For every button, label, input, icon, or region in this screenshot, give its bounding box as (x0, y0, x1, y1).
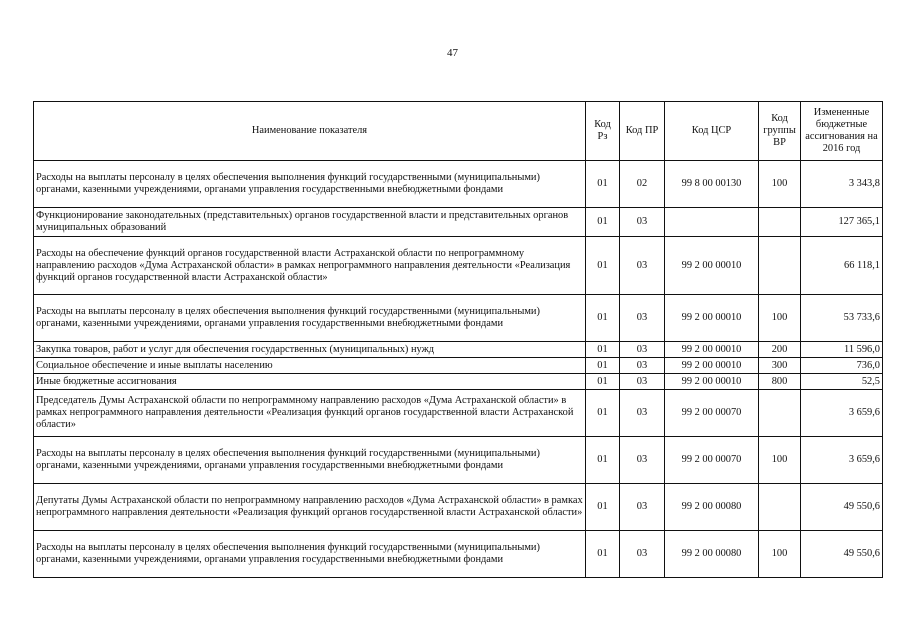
cell-rz: 01 (586, 374, 620, 390)
cell-name: Расходы на обеспечение функций органов государственной власти Астраханской области по непрограммному направлению расходов «Дума Астраханской области» в рамках непрограммного направления деятельности «Реализация функций органов государственной власти Астраханской области» (34, 237, 586, 295)
table-row (34, 374, 883, 390)
cell-rz: 01 (586, 208, 620, 237)
table-row (34, 390, 883, 437)
cell-rz: 01 (586, 342, 620, 358)
cell-name: Депутаты Думы Астраханской области по непрограммному направлению расходов «Дума Астраханской области» в рамках непрограммного направления деятельности «Реализация функций органов государственной власти Астраханской области» (34, 484, 586, 531)
cell-name: Председатель Думы Астраханской области по непрограммному направлению расходов «Дума Астраханской области» в рамках непрограммного направления деятельности «Реализация функций органов государственной власти Астраханской области» (34, 390, 586, 437)
cell-name: Функционирование законодательных (представительных) органов государственной власти и представительных органов муниципальных образований (34, 208, 586, 237)
cell-amount: 127 365,1 (801, 208, 883, 237)
cell-csr: 99 8 00 00130 (665, 161, 759, 208)
cell-amount: 3 659,6 (801, 390, 883, 437)
header-amount: Измененные бюджетные ассигнования на 2016 год (801, 102, 883, 161)
budget-table (33, 101, 883, 578)
header-vr: Код группы ВР (759, 102, 801, 161)
header-pr: Код ПР (620, 102, 665, 161)
cell-rz: 01 (586, 437, 620, 484)
cell-csr: 99 2 00 00010 (665, 295, 759, 342)
cell-pr: 02 (620, 161, 665, 208)
cell-rz: 01 (586, 237, 620, 295)
table-row (34, 531, 883, 578)
cell-csr (665, 208, 759, 237)
cell-amount: 49 550,6 (801, 531, 883, 578)
cell-vr: 100 (759, 161, 801, 208)
header-name: Наименование показателя (34, 102, 586, 161)
cell-vr: 100 (759, 531, 801, 578)
cell-vr (759, 484, 801, 531)
cell-amount: 3 659,6 (801, 437, 883, 484)
table-row (34, 295, 883, 342)
cell-csr: 99 2 00 00070 (665, 437, 759, 484)
cell-pr: 03 (620, 237, 665, 295)
cell-csr: 99 2 00 00080 (665, 484, 759, 531)
table-row (34, 208, 883, 237)
cell-vr: 200 (759, 342, 801, 358)
table-row (34, 161, 883, 208)
cell-pr: 03 (620, 358, 665, 374)
cell-pr: 03 (620, 437, 665, 484)
cell-pr: 03 (620, 295, 665, 342)
cell-amount: 53 733,6 (801, 295, 883, 342)
page-number: 47 (447, 47, 458, 59)
table-row (34, 342, 883, 358)
cell-amount: 66 118,1 (801, 237, 883, 295)
cell-name: Социальное обеспечение и иные выплаты населению (34, 358, 586, 374)
cell-amount: 11 596,0 (801, 342, 883, 358)
cell-vr: 100 (759, 295, 801, 342)
header-rz: Код Рз (586, 102, 620, 161)
cell-vr: 100 (759, 437, 801, 484)
table-header-row (34, 102, 883, 161)
cell-name: Расходы на выплаты персоналу в целях обеспечения выполнения функций государственными (муниципальными) органами, казенными учреждениями, органами управления государственными внебюджетными фондами (34, 437, 586, 484)
cell-rz: 01 (586, 531, 620, 578)
cell-vr: 800 (759, 374, 801, 390)
cell-pr: 03 (620, 484, 665, 531)
cell-amount: 52,5 (801, 374, 883, 390)
cell-amount: 49 550,6 (801, 484, 883, 531)
cell-name: Закупка товаров, работ и услуг для обеспечения государственных (муниципальных) нужд (34, 342, 586, 358)
cell-vr (759, 237, 801, 295)
cell-name: Расходы на выплаты персоналу в целях обеспечения выполнения функций государственными (муниципальными) органами, казенными учреждениями, органами управления государственными внебюджетными фондами (34, 161, 586, 208)
table-row (34, 437, 883, 484)
cell-amount: 736,0 (801, 358, 883, 374)
cell-csr: 99 2 00 00080 (665, 531, 759, 578)
cell-rz: 01 (586, 161, 620, 208)
table-row (34, 358, 883, 374)
header-csr: Код ЦСР (665, 102, 759, 161)
cell-vr (759, 390, 801, 437)
cell-csr: 99 2 00 00010 (665, 374, 759, 390)
cell-vr: 300 (759, 358, 801, 374)
cell-pr: 03 (620, 374, 665, 390)
table-row (34, 484, 883, 531)
cell-name: Расходы на выплаты персоналу в целях обеспечения выполнения функций государственными (муниципальными) органами, казенными учреждениями, органами управления государственными внебюджетными фондами (34, 531, 586, 578)
cell-csr: 99 2 00 00010 (665, 237, 759, 295)
cell-rz: 01 (586, 390, 620, 437)
cell-pr: 03 (620, 342, 665, 358)
cell-pr: 03 (620, 390, 665, 437)
cell-vr (759, 208, 801, 237)
cell-pr: 03 (620, 531, 665, 578)
cell-name: Иные бюджетные ассигнования (34, 374, 586, 390)
cell-rz: 01 (586, 358, 620, 374)
cell-pr: 03 (620, 208, 665, 237)
cell-rz: 01 (586, 295, 620, 342)
cell-csr: 99 2 00 00070 (665, 390, 759, 437)
cell-amount: 3 343,8 (801, 161, 883, 208)
cell-name: Расходы на выплаты персоналу в целях обеспечения выполнения функций государственными (муниципальными) органами, казенными учреждениями, органами управления государственными внебюджетными фондами (34, 295, 586, 342)
cell-csr: 99 2 00 00010 (665, 342, 759, 358)
cell-rz: 01 (586, 484, 620, 531)
table-row (34, 237, 883, 295)
cell-csr: 99 2 00 00010 (665, 358, 759, 374)
